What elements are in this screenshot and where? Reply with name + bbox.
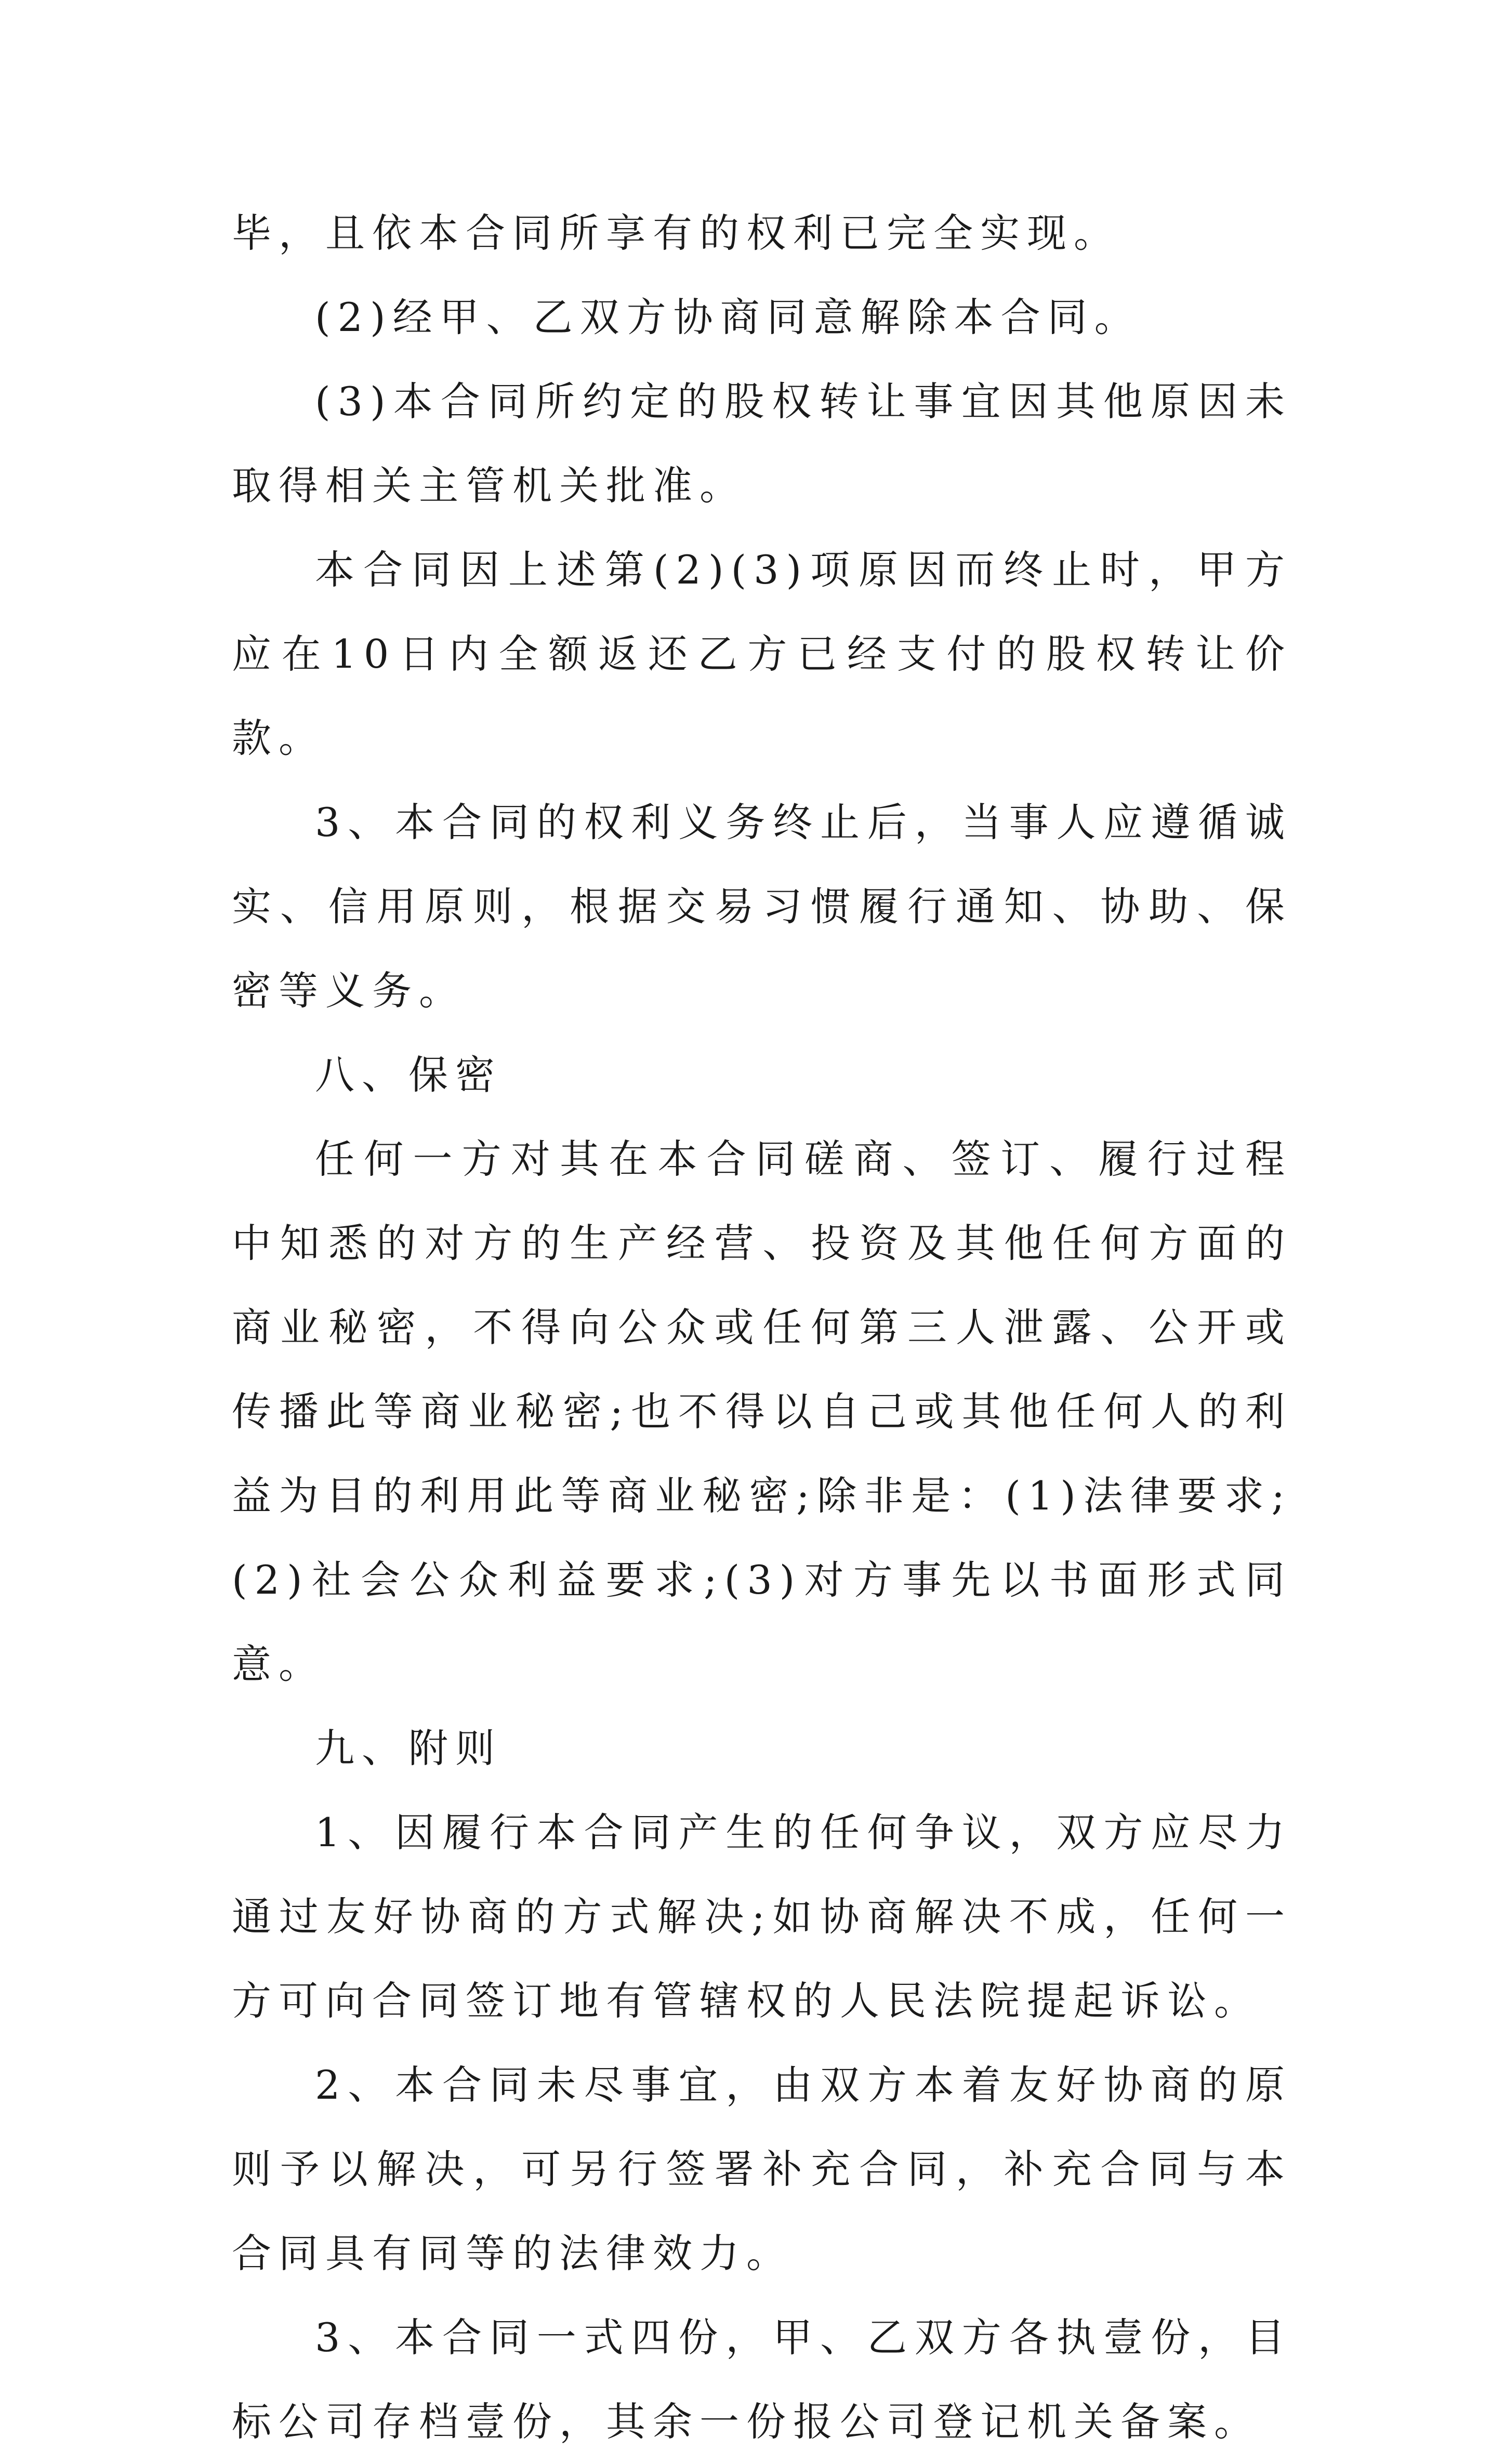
paragraph-clause-3: 3、本合同的权利义务终止后，当事人应遵循诚实、信用原则，根据交易习惯履行通知、协助、保密等义务。 xyxy=(232,799,1292,1014)
section-heading-confidentiality: 八、保密 xyxy=(315,1052,502,1098)
paragraph-continuation: 毕，且依本合同所享有的权利已完全实现。 xyxy=(232,210,1120,256)
paragraph-confidentiality: 任何一方对其在本合同磋商、签订、履行过程中知悉的对方的生产经营、投资及其他任何方面的商业秘密，不得向公众或任何第三人泄露、公开或传播此等商业秘密;也不得以自己或其他任何人的利益为目的利用此等商业秘密;除非是：(1)法律要求;(2)社会公众利益要求;(3)对方事先以书面形式同意。 xyxy=(232,1136,1292,1687)
paragraph-termination-refund: 本合同因上述第(2)(3)项原因而终止时，甲方应在10日内全额返还乙方已经支付的股权转让价款。 xyxy=(232,547,1292,761)
paragraph-annex-3: 3、本合同一式四份，甲、乙双方各执壹份，目标公司存档壹份，其余一份报公司登记机关备案。 xyxy=(232,2314,1292,2445)
paragraph-annex-2: 2、本合同未尽事宜，由双方本着友好协商的原则予以解决，可另行签署补充合同，补充合同与本合同具有同等的法律效力。 xyxy=(232,2062,1292,2276)
paragraph-item-3: (3)本合同所约定的股权转让事宜因其他原因未取得相关主管机关批准。 xyxy=(232,378,1292,509)
paragraph-annex-1: 1、因履行本合同产生的任何争议，双方应尽力通过友好协商的方式解决;如协商解决不成，任何一方可向合同签订地有管辖权的人民法院提起诉讼。 xyxy=(232,1809,1292,2024)
section-heading-annex: 九、附则 xyxy=(315,1725,502,1771)
paragraph-item-2: (2)经甲、乙双方协商同意解除本合同。 xyxy=(315,294,1141,340)
document-body xyxy=(232,191,1292,2464)
